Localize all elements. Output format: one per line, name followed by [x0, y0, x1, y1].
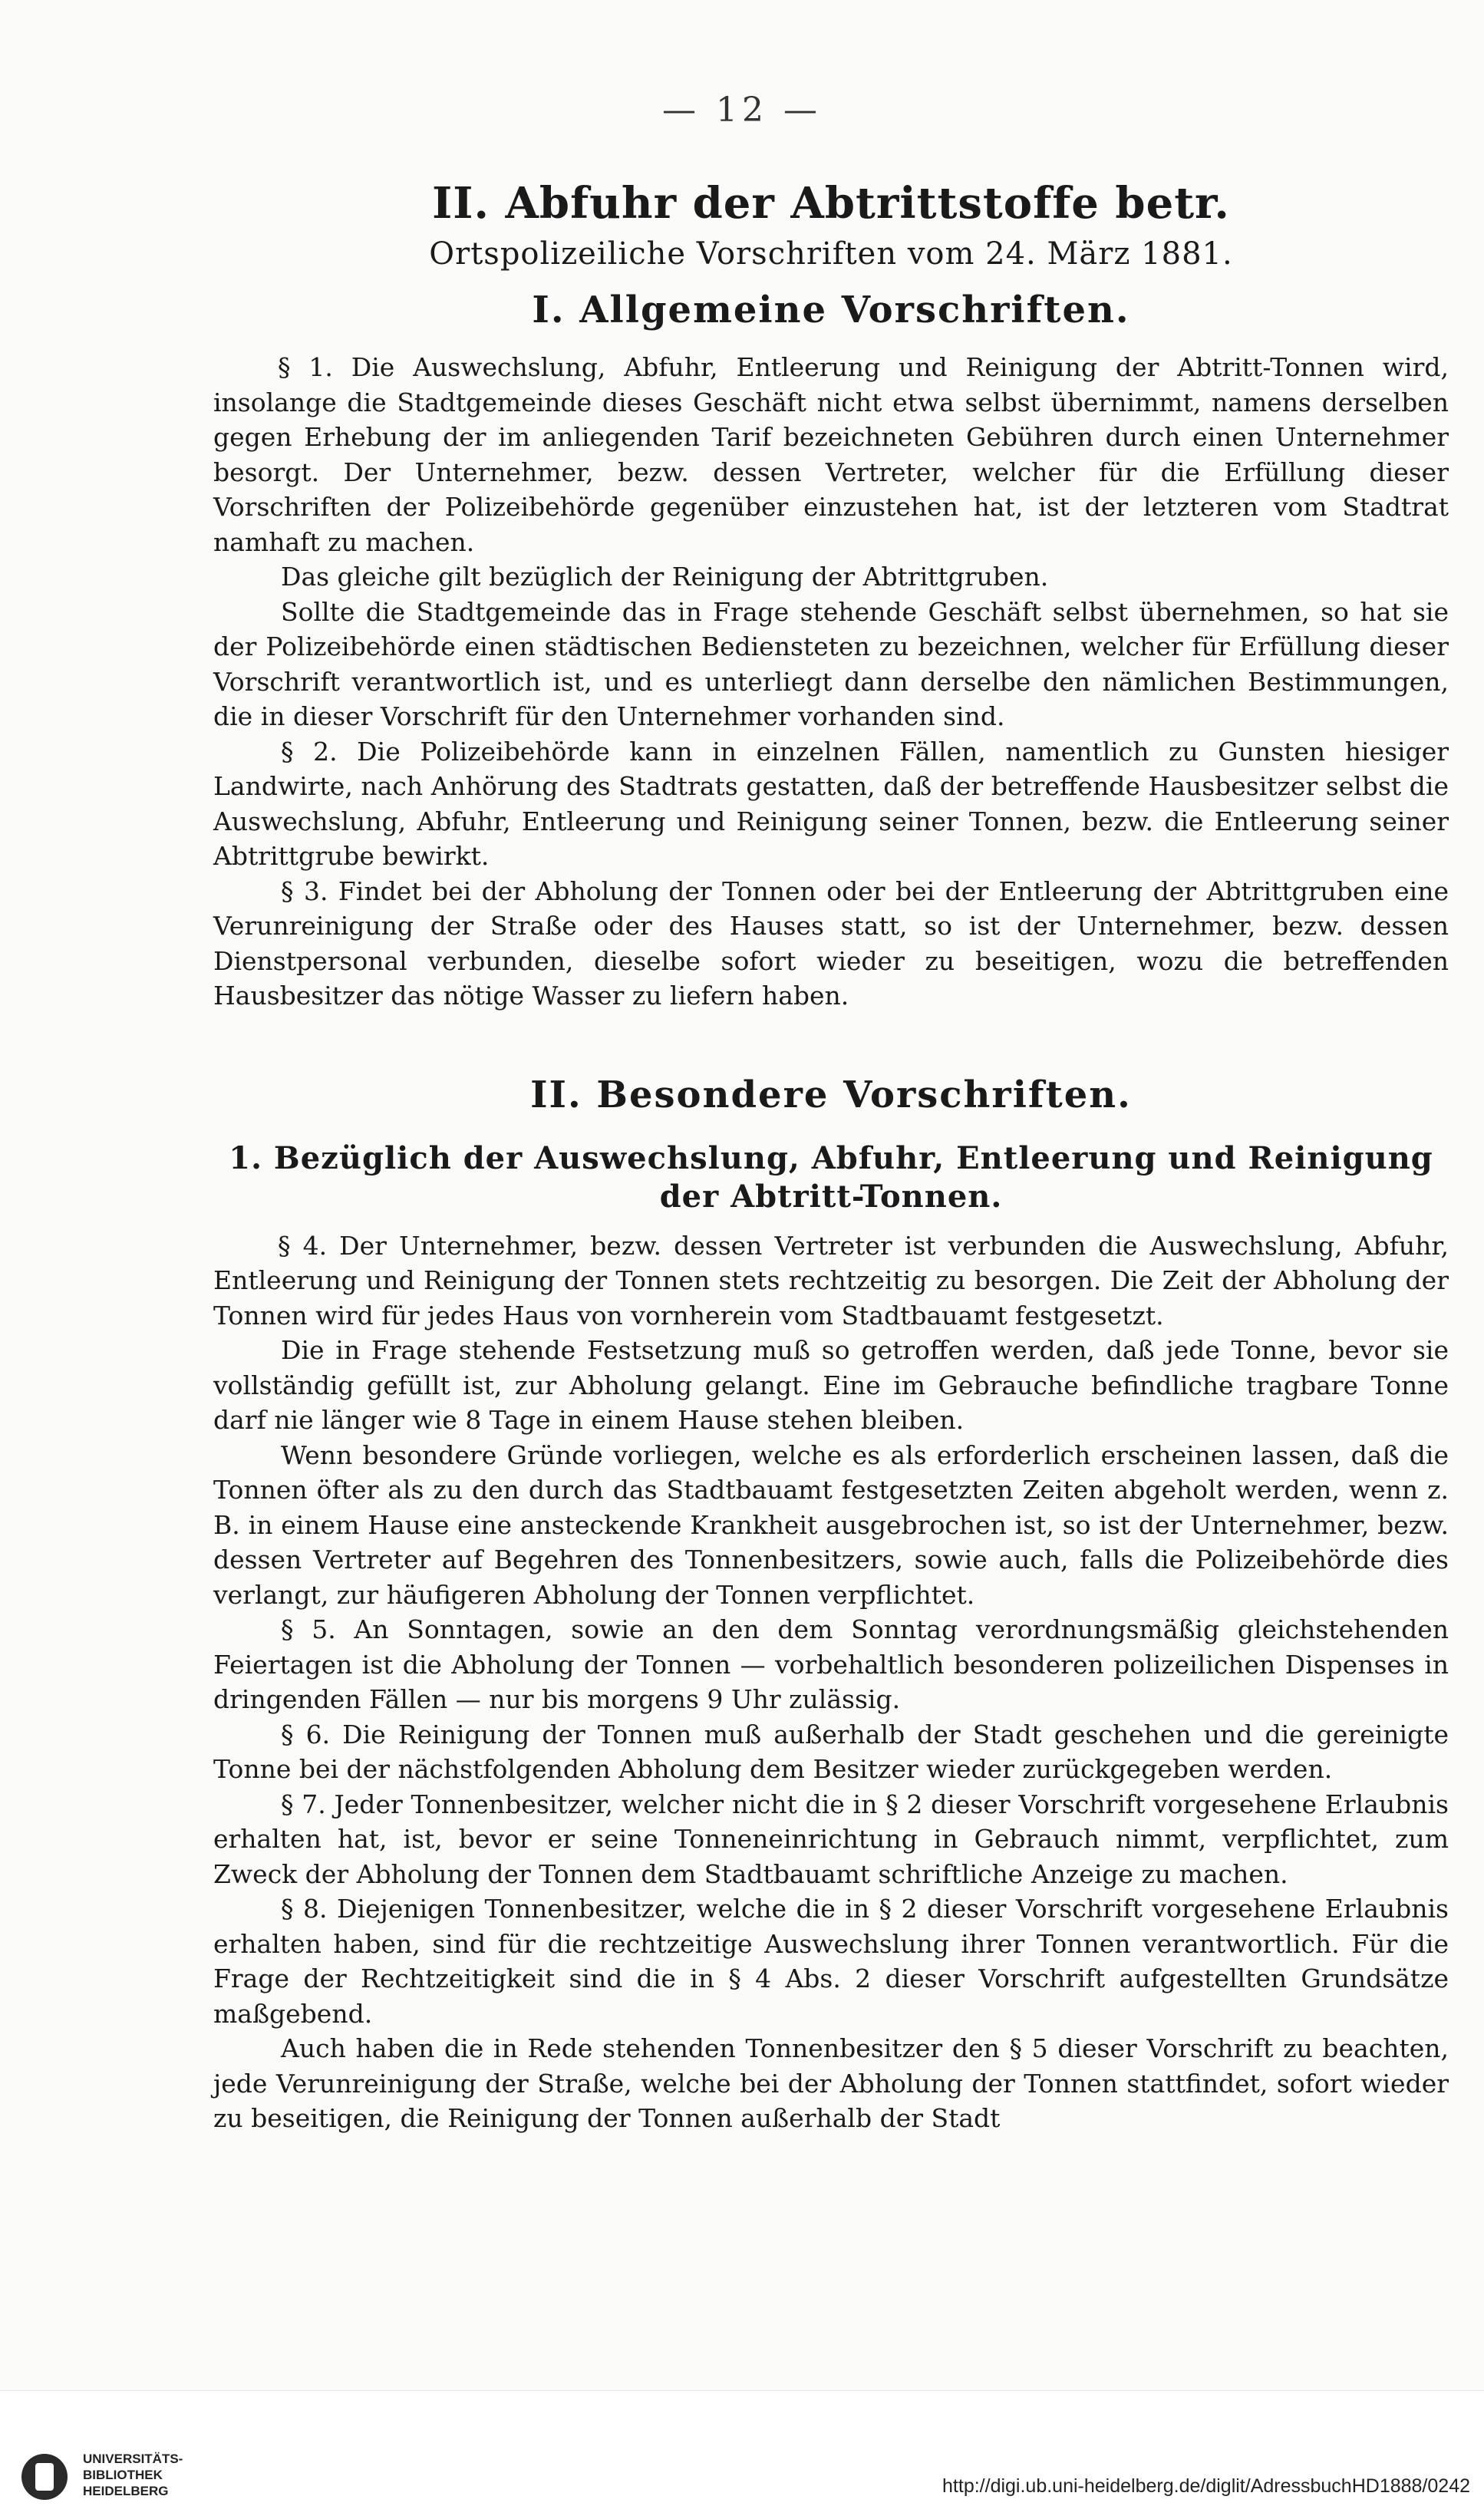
- paragraph: Auch haben die in Rede stehenden Tonnenbesitzer den § 5 dieser Vorschrift zu beachten, jede Verunreinigung der Straße, welche bei der Abholung der Tonnen stattfindet, sofort wieder zu beseitigen, die Reinigung der Tonnen außerhalb der Stadt: [213, 2033, 1449, 2133]
- section-heading-general: I. Allgemeine Vorschriften.: [532, 289, 1130, 331]
- library-name-line: HEIDELBERG: [83, 2484, 169, 2498]
- paragraph: Wenn besondere Gründe vorliegen, welche es als erforderlich erscheinen lassen, daß die Tonnen öfter als zu den durch das Stadtbauamt festgesetzten Zeiten abgeholt werden, wenn z. B. in einem Hause eine ansteckende Krankheit ausgebrochen ist, so ist der Unternehmer, bezw. dessen Vertreter auf Begehren des Tonnenbesitzers, sowie auch, falls die Polizeibehörde dies verlangt, zur häufigeren Abholung der Tonnen verpflichtet.: [213, 1439, 1449, 1610]
- paragraph: § 1. Die Auswechslung, Abfuhr, Entleerung und Reinigung der Abtritt-Tonnen wird, insolange die Stadtgemeinde dieses Geschäft nicht etwa selbst übernimmt, namens derselben gegen Erhebung der im anliegenden Tarif bezeichneten Gebühren durch einen Unternehmer besorgt. Der Unternehmer, bezw. dessen Vertreter, welcher für die Erfüllung dieser Vorschriften der Polizeibehörde gegenüber einzustehen hat, ist der letzteren vom Stadtrat namhaft zu machen.: [213, 352, 1449, 557]
- sub-heading: Ortspolizeiliche Vorschriften vom 24. März 1881.: [429, 236, 1233, 272]
- document-body: [213, 178, 1449, 2136]
- paragraph: § 5. An Sonntagen, sowie an den dem Sonntag verordnungsmäßig gleichstehenden Feiertagen ist die Abholung der Tonnen — vorbehaltlich besonderen polizeilichen Dispenses in dringenden Fällen — nur bis morgens 9 Uhr zulässig.: [213, 1614, 1449, 1714]
- paragraph: § 6. Die Reinigung der Tonnen muß außerhalb der Stadt geschehen und die gereinigte Tonne bei der nächstfolgenden Abholung dem Besitzer wieder zurückgegeben werden.: [213, 1719, 1449, 1784]
- paragraph: § 8. Diejenigen Tonnenbesitzer, welche die in § 2 dieser Vorschrift vorgesehene Erlaubnis erhalten haben, sind für die rechtzeitige Auswechslung ihrer Tonnen verantwortlich. Für die Frage der Rechtzeitigkeit sind die in § 4 Abs. 2 dieser Vorschrift aufgestellten Grundsätze maßgebend.: [213, 1894, 1449, 2029]
- source-url-link[interactable]: http://digi.ub.uni-heidelberg.de/diglit/AdressbuchHD1888/0242: [942, 2475, 1470, 2497]
- university-seal-icon: [21, 2454, 68, 2500]
- library-name-line: BIBLIOTHEK: [83, 2468, 163, 2482]
- section-heading-special: II. Besondere Vorschriften.: [530, 1073, 1132, 1116]
- paragraph: § 4. Der Unternehmer, bezw. dessen Vertreter ist verbunden die Auswechslung, Abfuhr, Entleerung und Reinigung der Tonnen stets rechtzeitig zu besorgen. Die Zeit der Abholung der Tonnen wird für jedes Haus von vornherein vom Stadtbauamt festgesetzt.: [213, 1230, 1449, 1330]
- paragraph: § 3. Findet bei der Abholung der Tonnen oder bei der Entleerung der Abtrittgruben eine Verunreinigung der Straße oder des Hauses statt, so ist der Unternehmer, bezw. dessen Dienstpersonal verbunden, dieselbe sofort wieder zu beseitigen, wozu die betreffenden Hausbesitzer das nötige Wasser zu liefern haben.: [213, 875, 1449, 1011]
- subsection-heading: 1. Bezüglich der Auswechslung, Abfuhr, Entleerung und Reinigung der Abtritt-Tonnen.: [229, 1139, 1433, 1215]
- paragraph: § 7. Jeder Tonnenbesitzer, welcher nicht die in § 2 dieser Vorschrift vorgesehene Erlaubnis erhalten hat, ist, bevor er seine Tonneneinrichtung in Gebrauch nimmt, verpflichtet, zum Zweck der Abholung der Tonnen dem Stadtbauamt schriftliche Anzeige zu machen.: [213, 1789, 1449, 1889]
- paragraph: Das gleiche gilt bezüglich der Reinigung der Abtrittgruben.: [281, 562, 1049, 592]
- paragraph: Die in Frage stehende Festsetzung muß so getroffen werden, daß jede Tonne, bevor sie vollständig gefüllt ist, zur Abholung gelangt. Eine im Gebrauche befindliche tragbare Tonne darf nie länger wie 8 Tage in einem Hause stehen bleiben.: [213, 1335, 1449, 1435]
- library-logo-text: [83, 2451, 183, 2499]
- page-number: — 12 —: [662, 91, 822, 130]
- paragraph: Sollte die Stadtgemeinde das in Frage stehende Geschäft selbst übernehmen, so hat sie der Polizeibehörde einen städtischen Bediensteten zu bezeichnen, welcher für Erfüllung dieser Vorschrift verantwortlich ist, und es unterliegt dann derselbe den nämlichen Bestimmungen, die in dieser Vorschrift für den Unternehmer vorhanden sind.: [213, 596, 1449, 731]
- paragraph: § 2. Die Polizeibehörde kann in einzelnen Fällen, namentlich zu Gunsten hiesiger Landwirte, nach Anhörung des Stadtrats gestatten, daß der betreffende Hausbesitzer selbst die Auswechslung, Abfuhr, Entleerung und Reinigung seiner Tonnen, bezw. die Entleerung seiner Abtrittgrube bewirkt.: [213, 736, 1449, 871]
- library-name-line: UNIVERSITÄTS-: [83, 2452, 183, 2466]
- main-heading: II. Abfuhr der Abtrittstoffe betr.: [432, 178, 1230, 229]
